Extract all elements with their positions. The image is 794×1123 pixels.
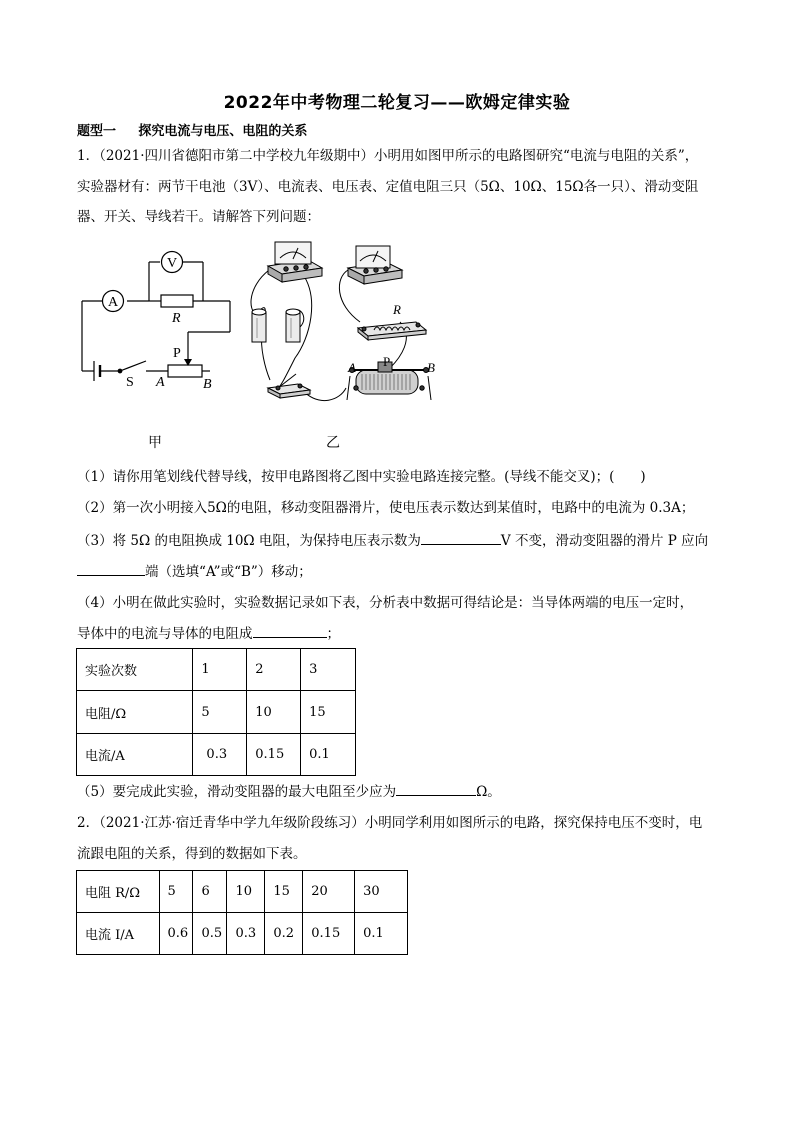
- table-cell: 实验次数: [77, 649, 193, 691]
- q1-data-table: [76, 648, 356, 776]
- table-cell: 0.3: [193, 734, 247, 776]
- switch-label: S: [126, 375, 134, 390]
- table-cell: 0.1: [301, 734, 356, 776]
- q1-part3-cont: [77, 561, 312, 582]
- table-cell: 1: [193, 649, 247, 691]
- table-cell: 电流 I/A: [77, 913, 160, 955]
- answer-blank-relation[interactable]: [253, 623, 327, 638]
- q1-part4-line2: [77, 623, 340, 644]
- slider-label: P: [173, 346, 181, 361]
- section-heading: [77, 121, 307, 142]
- resistor-label: R: [172, 311, 181, 326]
- q1-part4-line1: （4）小明在做此实验时，实验数据记录如下表，分析表中数据可得结论是：当导体两端的电压一定时，: [77, 595, 694, 611]
- table-cell: 0.15: [247, 734, 301, 776]
- ammeter-label: A: [107, 295, 119, 310]
- table-cell: 15: [265, 871, 303, 913]
- photo-resistor-label: R: [393, 302, 401, 317]
- answer-blank-voltage[interactable]: [421, 530, 501, 545]
- table-row: [77, 871, 408, 913]
- table-cell: 2: [247, 649, 301, 691]
- q1-part3: [77, 530, 708, 551]
- q1-part1-text: （1）请你用笔划线代替导线，按甲电路图将乙图中实验电路连接完整。(导线不能交叉)；(: [77, 469, 615, 485]
- table-cell: 6: [193, 871, 227, 913]
- q1-stem-line1: 1．（2021·四川省德阳市第二中学校九年级期中）小明用如图甲所示的电路图研究“电流与电阻的关系”，: [77, 148, 699, 164]
- q1-part3-text-b: V 不变，滑动变阻器的滑片 P 应向: [500, 533, 709, 549]
- table-cell: 电阻/Ω: [77, 691, 193, 734]
- table-cell: 5: [193, 691, 247, 734]
- answer-blank-resistance[interactable]: [396, 781, 476, 796]
- circuit-diagram-jia: [76, 240, 241, 400]
- q2-stem-line2: 流跟电阻的关系，得到的数据如下表。: [77, 846, 307, 862]
- q1-part1: [77, 467, 646, 487]
- figure-caption-yi: 乙: [326, 435, 340, 451]
- table-cell: 电流/A: [77, 734, 193, 776]
- figure-caption-jia: 甲: [148, 435, 162, 451]
- table-row: [77, 649, 356, 691]
- answer-blank-direction[interactable]: [77, 561, 145, 576]
- q2-data-table: [76, 870, 408, 955]
- table-row: [77, 734, 356, 776]
- table-cell: 0.2: [265, 913, 303, 955]
- q1-part1-paren-close: ): [640, 469, 646, 485]
- photo-slider-label: P: [383, 354, 391, 369]
- q1-part5-text-a: （5）要完成此实验，滑动变阻器的最大电阻至少应为: [77, 784, 397, 800]
- section-label: 题型一: [77, 124, 117, 139]
- table-cell: 10: [247, 691, 301, 734]
- q1-part2: （2）第一次小明接入5Ω的电阻，移动变阻器滑片，使电压表示数达到某值时，电路中的电流为 0.3A；: [77, 500, 695, 516]
- table-cell: 0.15: [303, 913, 355, 955]
- section-name: 探究电流与电压、电阻的关系: [138, 124, 308, 139]
- table-row: [77, 913, 408, 955]
- table-cell: 0.6: [159, 913, 193, 955]
- table-cell: 电阻 R/Ω: [77, 871, 160, 913]
- table-cell: 0.5: [193, 913, 227, 955]
- photo-end-b-label: B: [427, 360, 435, 375]
- photo-end-a-label: A: [348, 360, 356, 375]
- q1-part3-text-c: 端（选填“A”或“B”）移动；: [145, 564, 312, 580]
- q1-stem-line2: 实验器材有：两节干电池（3V）、电流表、电压表、定值电阻三只（5Ω、10Ω、15Ω各一只）、滑动变阻: [77, 179, 699, 195]
- q1-part4-text-b: 导体中的电流与导体的电阻成: [77, 626, 253, 642]
- end-b-label: B: [203, 377, 212, 392]
- q1-stem-line3: 器、开关、导线若干。请解答下列问题：: [77, 209, 320, 225]
- table-cell: 0.1: [355, 913, 408, 955]
- q1-part4-end: ；: [326, 626, 340, 642]
- table-cell: 5: [159, 871, 193, 913]
- q1-part3-text-a: （3）将 5Ω 的电阻换成 10Ω 电阻，为保持电压表示数为: [77, 533, 421, 549]
- table-cell: 10: [227, 871, 265, 913]
- table-cell: 15: [301, 691, 356, 734]
- end-a-label: A: [156, 375, 165, 390]
- apparatus-picture-yi: [240, 238, 440, 410]
- voltmeter-label: V: [166, 256, 178, 271]
- q1-part5: [77, 781, 501, 802]
- q2-stem-line1: 2．（2021·江苏·宿迁青华中学九年级阶段练习）小明同学利用如图所示的电路，探究保持电压不变时，电: [77, 815, 703, 831]
- table-row: [77, 691, 356, 734]
- page-title: 2022年中考物理二轮复习——欧姆定律实验: [223, 93, 571, 113]
- table-cell: 3: [301, 649, 356, 691]
- table-cell: 20: [303, 871, 355, 913]
- q1-part5-text-b: Ω。: [476, 784, 501, 800]
- table-cell: 30: [355, 871, 408, 913]
- table-cell: 0.3: [227, 913, 265, 955]
